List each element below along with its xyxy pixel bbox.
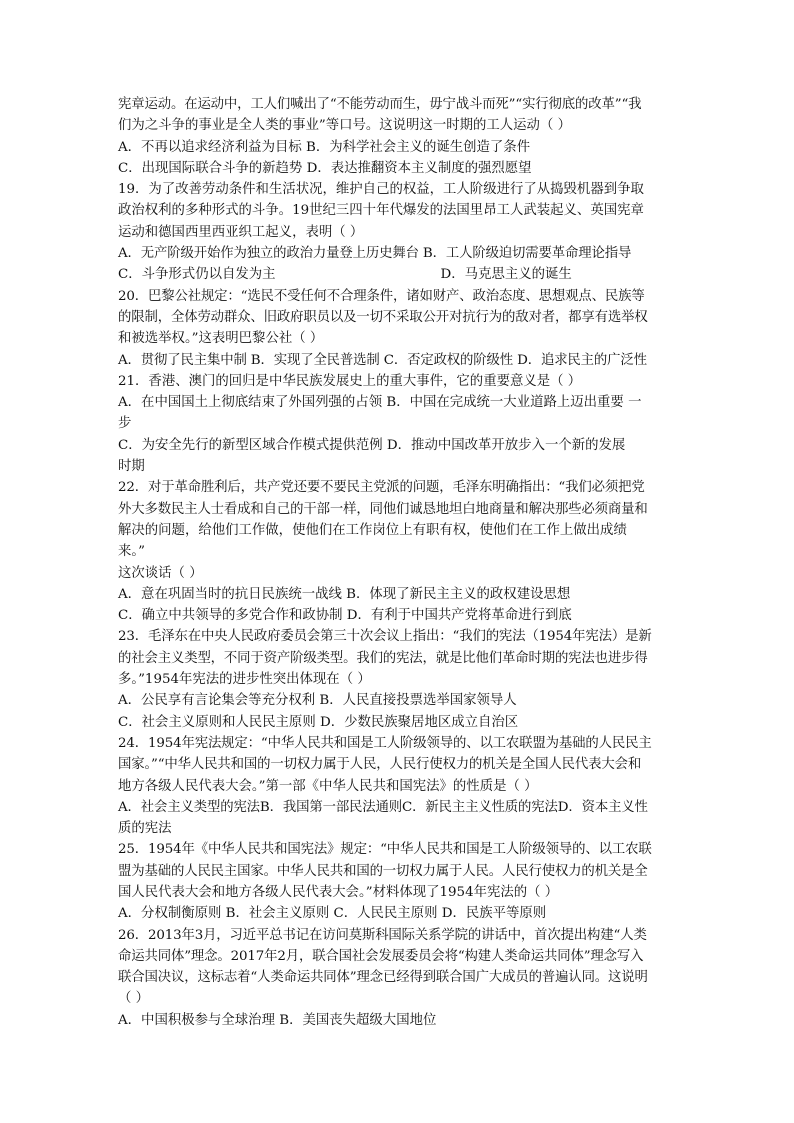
text-line: （ ） [118,991,150,1007]
question-19-stem: 19．为了改善劳动条件和生活状况，维护自己的权益，工人阶级进行了从捣毁机器到争取 [118,182,644,198]
option-line: C．确立中共领导的多党合作和政协制 D．有利于中国共产党将革命进行到底 [118,608,572,624]
text-line: 解决的问题，给他们工作做，使他们在工作岗位上有职有权，使他们在工作上做出成绩 [118,522,627,538]
option-line: A．无产阶级开始作为独立的政治力量登上历史舞台 B．工人阶级迫切需要革命理论指导 [118,246,632,262]
text-line: 国人民代表大会和地方各级人民代表大会。”材料体现了1954年宪法的（ ） [118,884,559,900]
text-line: 地方各级人民代表大会。”第一部《中华人民共和国宪法》的性质是（ ） [118,778,538,794]
text-line: 盟为基础的人民民主国家。中华人民共和国的一切权力属于人民。人民行使权力的机关是全 [118,863,648,879]
text-line: 和被选举权。”这表明巴黎公社（ ） [118,331,324,347]
option-line: A．不再以追求经济利益为目标 B．为科学社会主义的诞生创造了条件 [118,139,531,155]
question-25-stem: 25．1954年《中华人民共和国宪法》规定：“中华人民共和国是工人阶级领导的、以工农联 [118,842,652,858]
option-line: A．意在巩固当时的抗日民族统一战线 B．体现了新民主主义的政权建设思想 [118,586,571,602]
option-line: C．社会主义原则和人民民主原则 D．少数民族聚居地区成立自治区 [118,714,519,730]
text-line: 们为之斗争的事业是全人类的事业”等口号。这说明这一时期的工人运动（ ） [118,118,571,134]
text-line: 的社会主义类型，不同于资产阶级类型。我们的宪法，就是比他们革命时期的宪法也进步得 [118,650,648,666]
text-line: 国家。”“中华人民共和国的一切权力属于人民，人民行使权力的机关是全国人民代表大会和 [118,757,642,773]
option-line: C．为安全先行的新型区域合作模式提供范例 D．推动中国改革开放步入一个新的发展 [118,437,626,453]
text-line: 联合国决议，这标志着“人类命运共同体”理念已经得到联合国广大成员的普遍认同。这说明 [118,970,648,986]
text-line: 宪章运动。在运动中，工人们喊出了“不能劳动而生，毋宁战斗而死”“实行彻底的改革”“我 [118,97,642,112]
option-line: C．出现国际联合斗争的新趋势 D．表达推翻资本主义制度的强烈愿望 [118,160,532,176]
option-line: A．贯彻了民主集中制 B．实现了全民普选制 C．否定政权的阶级性 D．追求民主的广泛性 [118,352,647,368]
option-d: D．马克思主义的诞生 [440,267,572,283]
question-22-stem: 22．对于革命胜利后，共产党还要不要民主党派的问题，毛泽东明确指出：“我们必须把党 [118,480,645,496]
question-23-stem: 23．毛泽东在中央人民政府委员会第三十次会议上指出：“我们的宪法（1954年宪法）是新 [118,629,652,645]
option-c: C．斗争形式仍以自发为主 [118,267,276,283]
text-line: 政治权利的多种形式的斗争。19世纪三四十年代爆发的法国里昂工人武装起义、英国宪章 [118,203,644,219]
text-line: 命运共同体”理念。2017年2月，联合国社会发展委员会将“构建人类命运共同体”理念写入 [118,948,644,964]
option-line: 时期 [118,459,145,475]
document-page [118,94,678,1031]
text-line: 多。”1954年宪法的进步性突出体现在（ ） [118,672,371,688]
option-line: A．公民享有言论集会等充分权利 B．人民直接投票选举国家领导人 [118,693,517,709]
question-26-stem: 26．2013年3月，习近平总书记在访问莫斯科国际关系学院的讲话中，首次提出构建“人类 [118,927,647,943]
option-line: A．分权制衡原则 B．社会主义原则 C．人民民主原则 D．民族平等原则 [118,906,547,922]
option-line: 质的宪法 [118,821,172,837]
text-line: 来。” [118,544,145,560]
text-line: 运动和德国西里西亚织工起义，表明（ ） [118,224,364,240]
option-line [118,264,678,285]
option-line: A．在中国国土上彻底结束了外国列强的占领 B．中国在完成统一大业道路上迈出重要 一 [118,395,642,411]
option-line: 步 [118,416,132,432]
text-line: 的限制，全体劳动群众、旧政府职员以及一切不采取公开对抗行为的敌对者，都享有选举权 [118,309,648,325]
option-line: A．社会主义类型的宪法B．我国第一部民法通则C．新民主主义性质的宪法D．资本主义性 [118,799,648,815]
question-20-stem: 20．巴黎公社规定：“选民不受任何不合理条件，诸如财产、政治态度、思想观点、民族等 [118,288,645,304]
option-line: A．中国积极参与全球治理 B．美国丧失超级大国地位 [118,1012,437,1028]
question-24-stem: 24．1954年宪法规定：“中华人民共和国是工人阶级领导的、以工农联盟为基础的人民民主 [118,735,652,751]
question-21-stem: 21．香港、澳门的回归是中华民族发展史上的重大事件，它的重要意义是（ ） [118,373,582,389]
text-line: 这次谈话（ ） [118,565,203,581]
text-line: 外大多数民主人士看成和自己的干部一样，同他们诚恳地坦白地商量和解决那些必须商量和 [118,501,648,517]
